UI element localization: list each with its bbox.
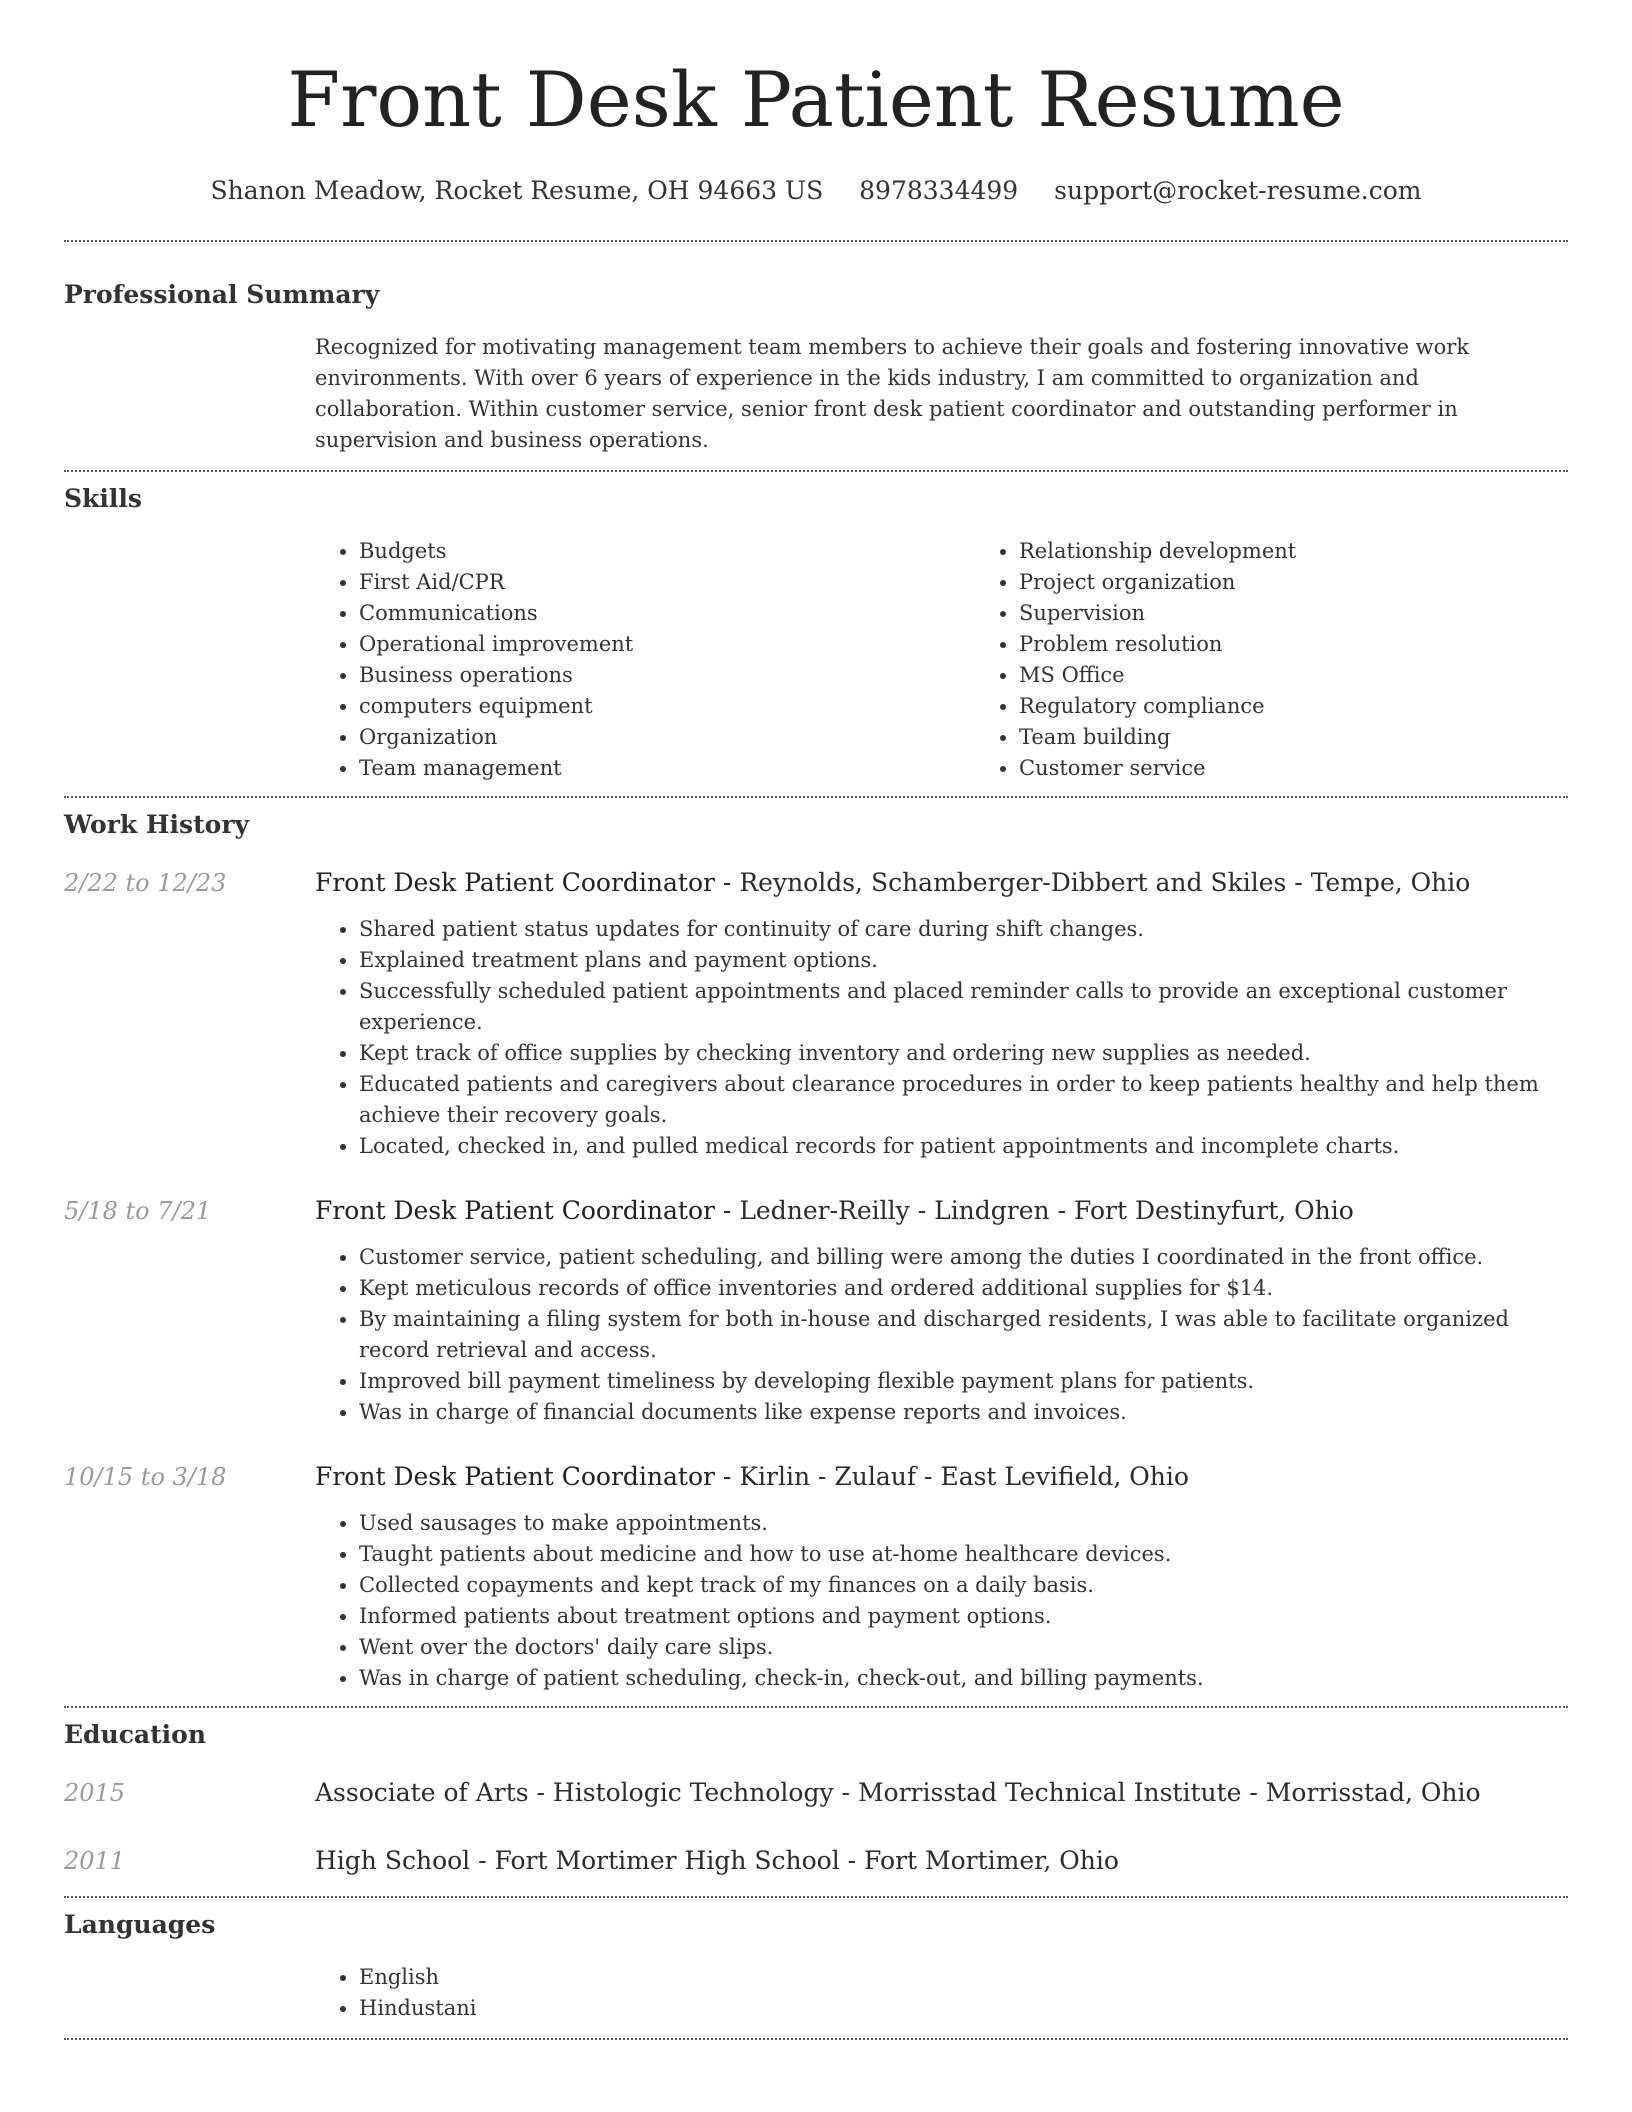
job-heading bbox=[315, 1196, 1568, 1226]
job-bullets bbox=[315, 914, 1568, 1162]
languages-list bbox=[315, 1962, 1568, 2024]
job-bullet: • Customer service, patient scheduling, and billing were among the duties I coordinated in the front office. bbox=[359, 1242, 1568, 1273]
skill-item: • Organization bbox=[359, 722, 975, 753]
education-section bbox=[64, 1708, 1568, 1896]
skill-item: • Communications bbox=[359, 598, 975, 629]
job-role: Front Desk Patient Coordinator bbox=[315, 1196, 715, 1225]
education-year: 2015 bbox=[64, 1779, 126, 1807]
languages-section bbox=[64, 1898, 1568, 2038]
job-bullets bbox=[315, 1242, 1568, 1428]
job-bullet: • Kept meticulous records of office inventories and ordered additional supplies for $14. bbox=[359, 1273, 1568, 1304]
job-entry bbox=[64, 1462, 1568, 1706]
skill-item: • Business operations bbox=[359, 660, 975, 691]
skill-item: • Regulatory compliance bbox=[1019, 691, 1632, 722]
job-heading bbox=[315, 868, 1568, 898]
education-entry bbox=[64, 1846, 1568, 1896]
skill-item: • Budgets bbox=[359, 536, 975, 567]
summary-heading: Professional Summary bbox=[64, 280, 380, 309]
education-text: Associate of Arts - Histologic Technology - Morrisstad Technical Institute - Morrisstad, Ohio bbox=[315, 1778, 1481, 1807]
job-bullet: • Collected copayments and kept track of my finances on a daily basis. bbox=[359, 1570, 1568, 1601]
work-history-section bbox=[64, 798, 1568, 1706]
job-entry bbox=[64, 868, 1568, 1162]
job-bullet: • Kept track of office supplies by checking inventory and ordering new supplies as needed. bbox=[359, 1038, 1568, 1069]
skill-item: • Problem resolution bbox=[1019, 629, 1632, 660]
skill-item: • Project organization bbox=[1019, 567, 1632, 598]
summary-section bbox=[64, 242, 1568, 470]
summary-text: Recognized for motivating management team members to achieve their goals and fostering innovative work environments. With over 6 years of experience in the kids industry, I am committed to organization and collaboration. Within customer service, senior front desk patient coordinator and outstanding performer in supervision and business operations. bbox=[315, 335, 1470, 452]
job-dates: 10/15 to 3/18 bbox=[64, 1463, 227, 1491]
skills-section bbox=[64, 472, 1568, 796]
skills-list-left bbox=[315, 536, 975, 784]
work-history-heading: Work History bbox=[64, 810, 250, 839]
job-bullet: • Was in charge of patient scheduling, check-in, check-out, and billing payments. bbox=[359, 1663, 1568, 1694]
job-bullet: • Was in charge of financial documents like expense reports and invoices. bbox=[359, 1397, 1568, 1428]
divider bbox=[64, 2038, 1568, 2040]
language-item: • English bbox=[359, 1962, 1568, 1993]
education-year: 2011 bbox=[64, 1847, 126, 1875]
job-bullets bbox=[315, 1508, 1568, 1694]
contact-email: support@rocket-resume.com bbox=[1054, 176, 1422, 205]
job-details: - Kirlin - Zulauf - East Levifield, Ohio bbox=[714, 1462, 1189, 1491]
job-bullet: • Shared patient status updates for continuity of care during shift changes. bbox=[359, 914, 1568, 945]
contact-phone: 8978334499 bbox=[859, 176, 1019, 205]
job-bullet: • Educated patients and caregivers about clearance procedures in order to keep patients healthy and help them achieve their recovery goals. bbox=[359, 1069, 1568, 1131]
resume-title: Front Desk Patient Resume bbox=[287, 55, 1345, 144]
job-heading bbox=[315, 1462, 1568, 1492]
skill-item: • Supervision bbox=[1019, 598, 1632, 629]
education-heading: Education bbox=[64, 1720, 207, 1749]
job-bullet: • Improved bill payment timeliness by developing flexible payment plans for patients. bbox=[359, 1366, 1568, 1397]
languages-heading: Languages bbox=[64, 1910, 216, 1939]
job-bullet: • Used sausages to make appointments. bbox=[359, 1508, 1568, 1539]
contact-line bbox=[64, 176, 1568, 206]
job-role: Front Desk Patient Coordinator bbox=[315, 868, 715, 897]
job-bullet: • By maintaining a filing system for both in-house and discharged residents, I was able to facilitate organized record retrieval and access. bbox=[359, 1304, 1568, 1366]
skills-list-right bbox=[975, 536, 1632, 784]
skill-item: • Customer service bbox=[1019, 753, 1632, 784]
education-text: High School - Fort Mortimer High School - Fort Mortimer, Ohio bbox=[315, 1846, 1119, 1875]
job-bullet: • Explained treatment plans and payment options. bbox=[359, 945, 1568, 976]
job-bullet: • Taught patients about medicine and how to use at-home healthcare devices. bbox=[359, 1539, 1568, 1570]
skill-item: • Team building bbox=[1019, 722, 1632, 753]
job-role: Front Desk Patient Coordinator bbox=[315, 1462, 715, 1491]
job-bullet: • Informed patients about treatment options and payment options. bbox=[359, 1601, 1568, 1632]
job-entry bbox=[64, 1196, 1568, 1428]
skill-item: • Relationship development bbox=[1019, 536, 1632, 567]
job-bullet: • Located, checked in, and pulled medical records for patient appointments and incomplete charts. bbox=[359, 1131, 1568, 1162]
skill-item: • MS Office bbox=[1019, 660, 1632, 691]
job-details: - Ledner-Reilly - Lindgren - Fort Destinyfurt, Ohio bbox=[714, 1196, 1354, 1225]
skill-item: • computers equipment bbox=[359, 691, 975, 722]
language-item: • Hindustani bbox=[359, 1993, 1568, 2024]
skills-heading: Skills bbox=[64, 484, 142, 513]
job-bullet: • Went over the doctors' daily care slips. bbox=[359, 1632, 1568, 1663]
education-entry bbox=[64, 1778, 1568, 1808]
job-dates: 5/18 to 7/21 bbox=[64, 1197, 212, 1225]
contact-address: Shanon Meadow, Rocket Resume, OH 94663 US bbox=[210, 176, 824, 205]
skill-item: • Operational improvement bbox=[359, 629, 975, 660]
job-details: - Reynolds, Schamberger-Dibbert and Skiles - Tempe, Ohio bbox=[714, 868, 1471, 897]
skill-item: • Team management bbox=[359, 753, 975, 784]
skill-item: • First Aid/CPR bbox=[359, 567, 975, 598]
job-bullet: • Successfully scheduled patient appointments and placed reminder calls to provide an exceptional customer experience. bbox=[359, 976, 1568, 1038]
job-dates: 2/22 to 12/23 bbox=[64, 869, 227, 897]
